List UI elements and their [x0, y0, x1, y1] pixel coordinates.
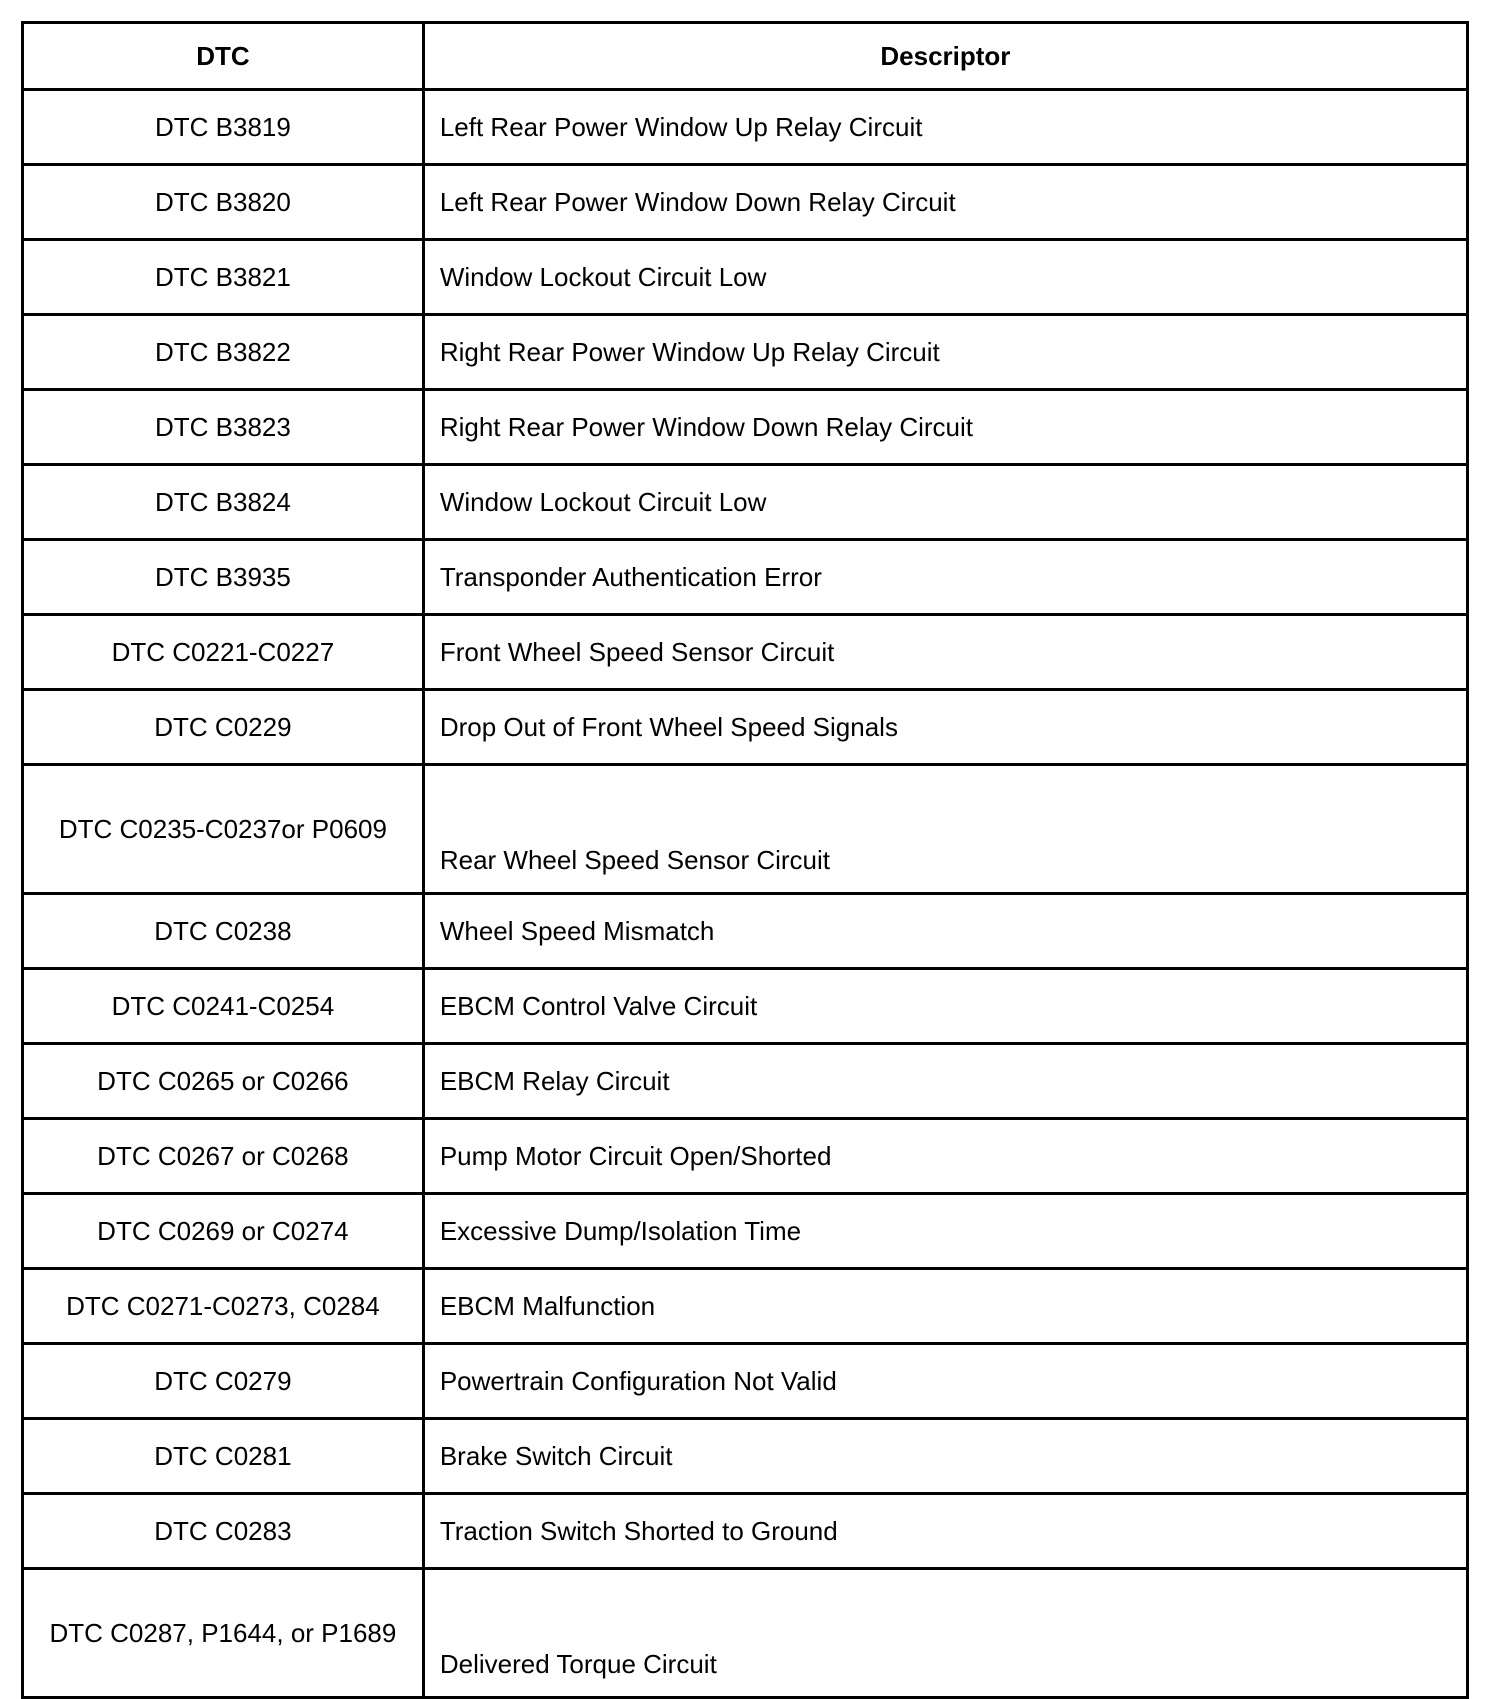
table-row	[23, 390, 1468, 465]
dtc-code-cell: DTC C0283	[23, 1494, 424, 1569]
table-row	[23, 615, 1468, 690]
dtc-table	[21, 21, 1469, 1699]
dtc-code-cell: DTC B3819	[23, 90, 424, 165]
table-row	[23, 894, 1468, 969]
table-row	[23, 1044, 1468, 1119]
descriptor-cell: Excessive Dump/Isolation Time	[423, 1194, 1467, 1269]
table-row	[23, 1344, 1468, 1419]
dtc-code-cell: DTC C0235-C0237or P0609	[23, 765, 424, 894]
table-row	[23, 765, 1468, 894]
dtc-code-cell: DTC B3821	[23, 240, 424, 315]
table-row	[23, 465, 1468, 540]
dtc-code-cell: DTC B3820	[23, 165, 424, 240]
dtc-code-cell: DTC C0269 or C0274	[23, 1194, 424, 1269]
descriptor-cell: Drop Out of Front Wheel Speed Signals	[423, 690, 1467, 765]
table-row	[23, 690, 1468, 765]
descriptor-cell: Rear Wheel Speed Sensor Circuit	[423, 765, 1467, 894]
header-descriptor: Descriptor	[423, 23, 1467, 90]
table-row	[23, 1194, 1468, 1269]
dtc-code-cell: DTC C0221-C0227	[23, 615, 424, 690]
descriptor-cell: Right Rear Power Window Up Relay Circuit	[423, 315, 1467, 390]
dtc-code-cell: DTC C0281	[23, 1419, 424, 1494]
dtc-code-cell: DTC C0279	[23, 1344, 424, 1419]
table-row	[23, 969, 1468, 1044]
table-row	[23, 165, 1468, 240]
descriptor-cell: Powertrain Configuration Not Valid	[423, 1344, 1467, 1419]
table-row	[23, 315, 1468, 390]
dtc-code-cell: DTC C0265 or C0266	[23, 1044, 424, 1119]
dtc-code-cell: DTC B3822	[23, 315, 424, 390]
dtc-code-cell: DTC C0229	[23, 690, 424, 765]
table-row	[23, 90, 1468, 165]
table-row	[23, 1494, 1468, 1569]
dtc-code-cell: DTC C0241-C0254	[23, 969, 424, 1044]
table-header-row	[23, 23, 1468, 90]
descriptor-cell: EBCM Control Valve Circuit	[423, 969, 1467, 1044]
descriptor-cell: EBCM Relay Circuit	[423, 1044, 1467, 1119]
table-row	[23, 1419, 1468, 1494]
dtc-code-cell: DTC C0267 or C0268	[23, 1119, 424, 1194]
descriptor-cell: Brake Switch Circuit	[423, 1419, 1467, 1494]
descriptor-cell: Front Wheel Speed Sensor Circuit	[423, 615, 1467, 690]
descriptor-cell: Transponder Authentication Error	[423, 540, 1467, 615]
table-row	[23, 1269, 1468, 1344]
descriptor-cell: EBCM Malfunction	[423, 1269, 1467, 1344]
descriptor-cell: Delivered Torque Circuit	[423, 1569, 1467, 1698]
dtc-code-cell: DTC B3824	[23, 465, 424, 540]
descriptor-cell: Window Lockout Circuit Low	[423, 240, 1467, 315]
table-row	[23, 240, 1468, 315]
table-row	[23, 1119, 1468, 1194]
table-row	[23, 540, 1468, 615]
descriptor-cell: Window Lockout Circuit Low	[423, 465, 1467, 540]
descriptor-cell: Pump Motor Circuit Open/Shorted	[423, 1119, 1467, 1194]
descriptor-cell: Left Rear Power Window Up Relay Circuit	[423, 90, 1467, 165]
dtc-code-cell: DTC C0238	[23, 894, 424, 969]
dtc-code-cell: DTC B3823	[23, 390, 424, 465]
descriptor-cell: Left Rear Power Window Down Relay Circuit	[423, 165, 1467, 240]
table-row	[23, 1569, 1468, 1698]
descriptor-cell: Right Rear Power Window Down Relay Circuit	[423, 390, 1467, 465]
dtc-code-cell: DTC C0271-C0273, C0284	[23, 1269, 424, 1344]
dtc-code-cell: DTC B3935	[23, 540, 424, 615]
dtc-code-cell: DTC C0287, P1644, or P1689	[23, 1569, 424, 1698]
header-dtc: DTC	[23, 23, 424, 90]
descriptor-cell: Wheel Speed Mismatch	[423, 894, 1467, 969]
descriptor-cell: Traction Switch Shorted to Ground	[423, 1494, 1467, 1569]
